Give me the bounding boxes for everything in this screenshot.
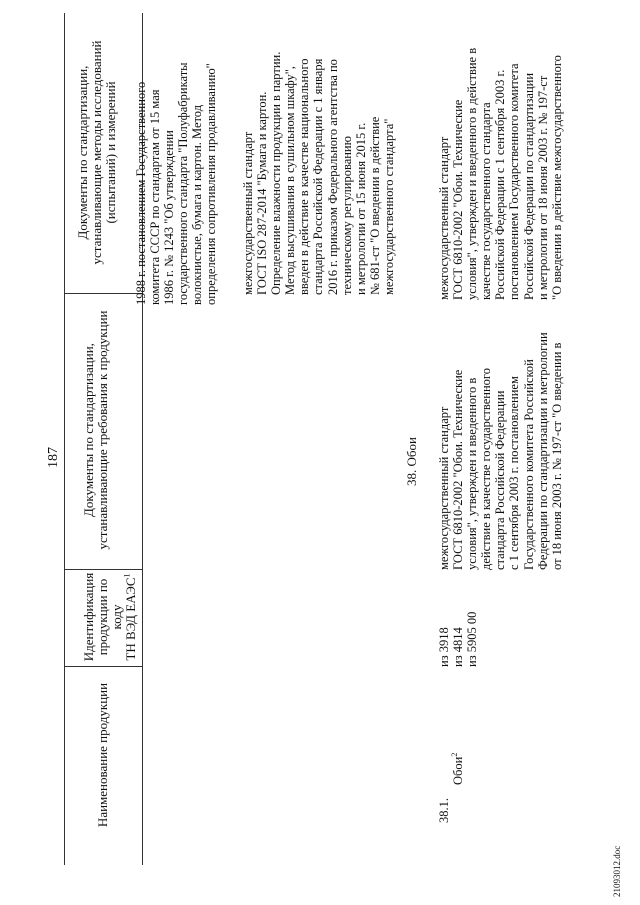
table-top-border (64, 13, 65, 865)
prev-method-text-2: межгосударственный стандарт ГОСТ ISO 287-2014 "Бумага и картон. Определение влажности продукции в партии. Метод высушивания в сушильном шкафу", введен в действие в качестве национального стандарта Российской Федерации с 1 января 2016 г. приказом Федерального агентства по техническому регулированию и метрологии от 15 июня 2015 г. № 681-ст "О введении в действие межгосударственного стандарта" (241, 51, 396, 295)
header-method-docs: Документы по стандартизации, устанавливающие методы исследований (испытаний) и измерений (75, 40, 118, 265)
row-name (437, 753, 465, 785)
footer-doc-code: 21093012.doc (612, 845, 622, 897)
header-requirement-docs: Документы по стандартизации, устанавливающие требования к продукции (81, 310, 110, 550)
row-tnved-codes: из 3918 из 4814 из 5905 00 (437, 611, 479, 667)
header-tnved-footnote: 1 (122, 573, 132, 578)
header-tnved (82, 569, 138, 665)
section-title: 38. Обои (404, 437, 419, 486)
prev-method-text: 1988 г. постановлением Государственного комитета СССР по стандартам от 15 мая 1986 г. № 1243 "Об утверждении государственного стандарта "Полуфабрикаты волокнистые, бумага и картон. Метод определения сопротивления продавливанию" (134, 62, 219, 305)
col-divider-3 (64, 293, 143, 294)
row-requirement-text: межгосударственный стандарт ГОСТ 6810-2002 "Обои. Технические условия", утвержден и введенного в действие в качестве государственного стандарта Российской Федерации с 1 сентября 2003 г. постановлением Государственного комитета Российской Федерации по стандартизации и метрологии от 18 июня 2003 г. № 197-ст "О введении в (437, 332, 564, 570)
page-number: 187 (46, 447, 61, 468)
row-method-text: межгосударственный стандарт ГОСТ 6810-2002 "Обои. Технические условия", утвержден и введенного в действие в качестве государственного стандарта Российской Федерации с 1 сентября 2003 г. постановлением Государственного комитета Российской Федерации по стандартизации и метрологии от 18 июня 2003 г. № 197-ст "О введении в действие межгосударственного (437, 47, 564, 300)
row-number: 38.1. (437, 798, 451, 823)
header-name: Наименование продукции (95, 682, 110, 828)
row-name-text: Обои (451, 756, 465, 785)
header-tnved-line1: Идентификация (81, 572, 96, 662)
header-tnved-line2: продукции по коду (95, 578, 124, 656)
header-tnved-line3: ТН ВЭД ЕАЭС (123, 577, 138, 661)
row-name-footnote: 2 (449, 752, 459, 757)
